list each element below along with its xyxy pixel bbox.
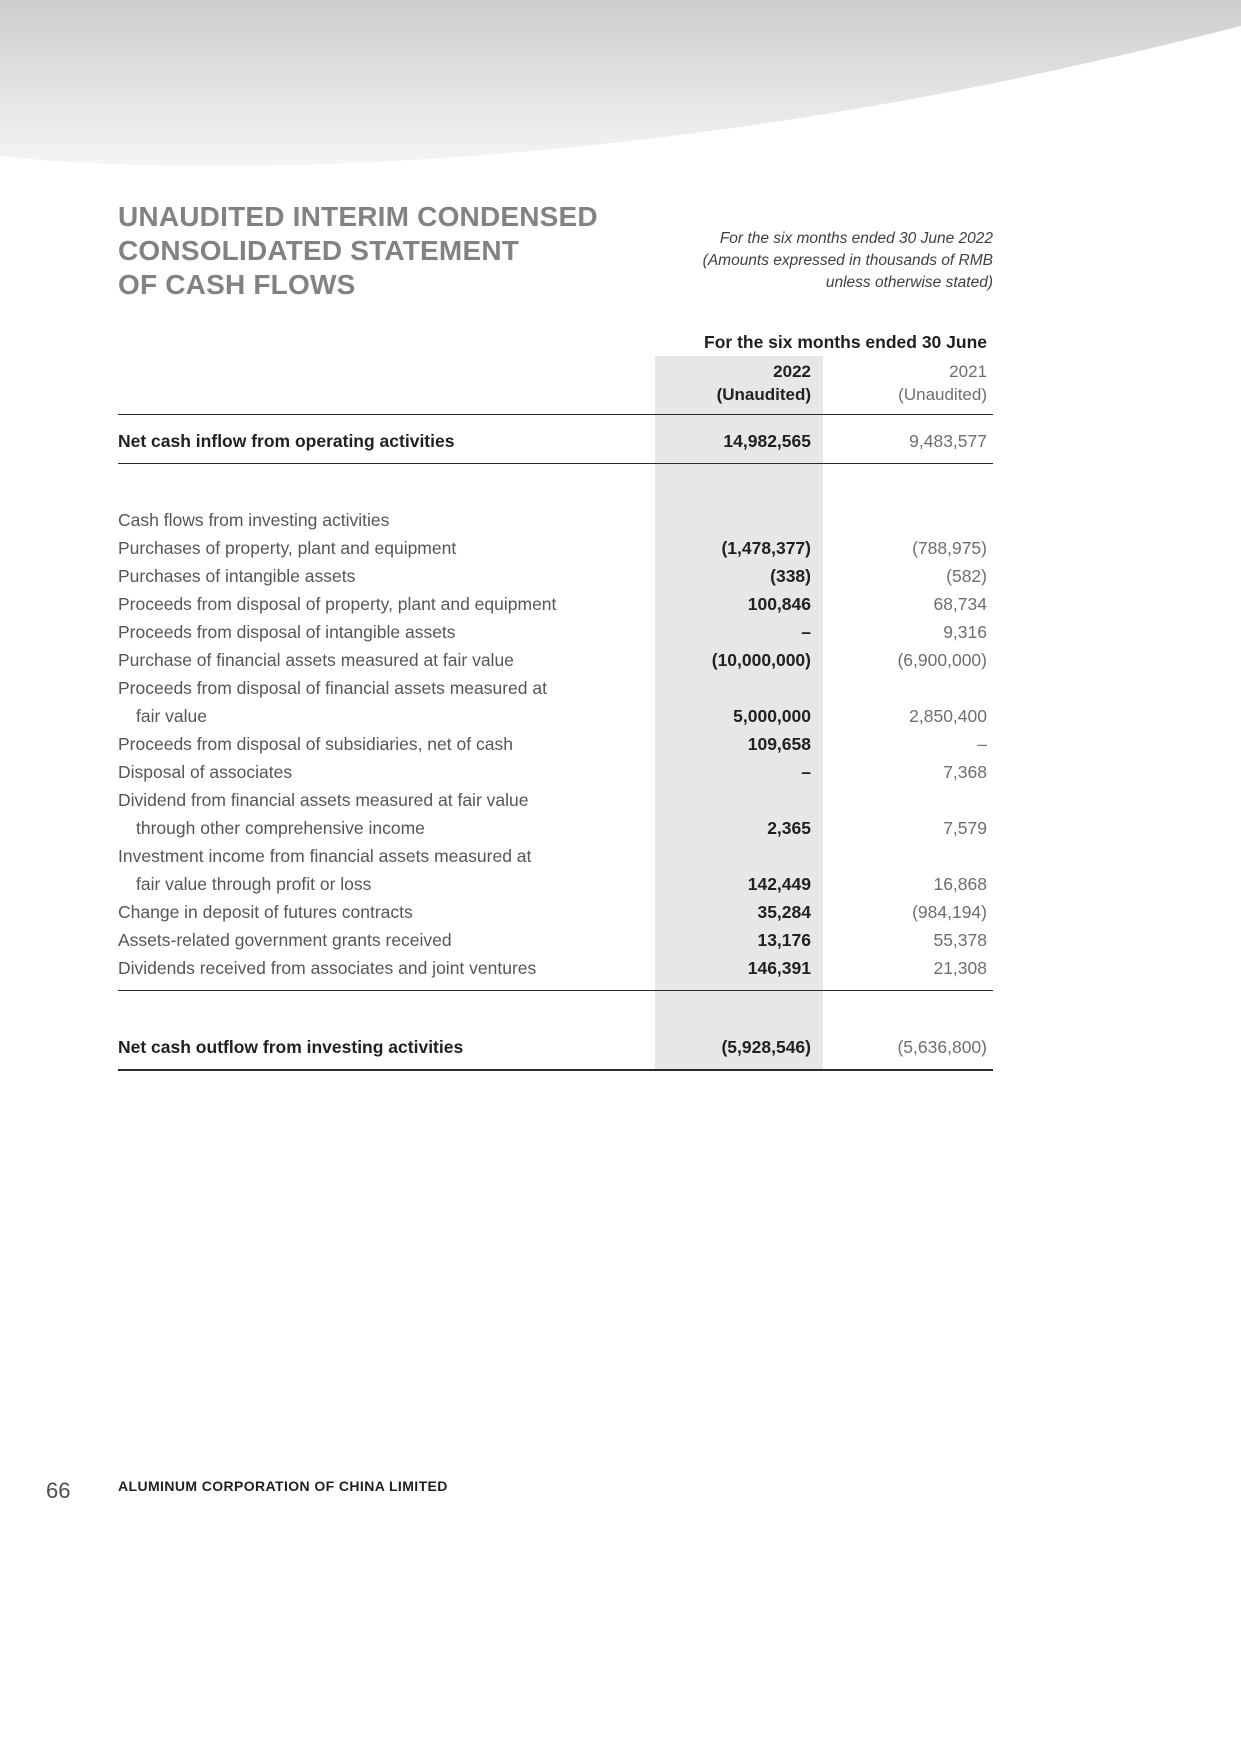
table-row — [118, 534, 993, 562]
spacer — [118, 991, 993, 1033]
column-year: 2021 — [949, 362, 987, 381]
row-label: Dividend from financial assets measured at fair value through other comprehensive income — [118, 790, 529, 838]
row-label: Proceeds from disposal of subsidiaries, net of cash — [118, 734, 513, 754]
table-row — [118, 562, 993, 590]
value-2021: 55,378 — [933, 930, 987, 950]
value-2021: 68,734 — [933, 594, 987, 614]
value-2021: (5,636,800) — [897, 1037, 987, 1057]
value-2022: 5,000,000 — [733, 706, 811, 726]
table-row — [118, 674, 993, 730]
value-2022: (338) — [770, 566, 811, 586]
value-2021: 9,316 — [943, 622, 987, 642]
company-name: ALUMINUM CORPORATION OF CHINA LIMITED — [118, 1478, 448, 1494]
row-label: Dividends received from associates and joint ventures — [118, 958, 537, 978]
document-header — [118, 200, 993, 302]
row-label: Purchases of property, plant and equipment — [118, 538, 457, 558]
table-row — [118, 1033, 993, 1069]
value-2022: 109,658 — [747, 734, 811, 754]
page-title-line: OF CASH FLOWS — [118, 269, 356, 300]
table-row — [118, 758, 993, 786]
subtitle-line: (Amounts expressed in thousands of RMB — [702, 252, 993, 269]
value-2021: 2,850,400 — [909, 706, 987, 726]
column-headers — [118, 360, 993, 406]
value-2021: (984,194) — [912, 902, 987, 922]
row-label: Investment income from financial assets measured at fair value through profit or loss — [118, 846, 532, 894]
page-number: 66 — [46, 1478, 71, 1503]
value-2022: 13,176 — [757, 930, 811, 950]
row-label: Change in deposit of futures contracts — [118, 902, 413, 922]
table-row — [118, 590, 993, 618]
table-row — [118, 926, 993, 954]
value-2022: (5,928,546) — [721, 1037, 811, 1057]
value-2022: 2,365 — [767, 818, 811, 838]
decorative-swoosh — [0, 0, 1241, 210]
subtitle-line: unless otherwise stated) — [825, 274, 993, 291]
row-label: Net cash outflow from investing activities — [118, 1037, 464, 1057]
page-title-line: UNAUDITED INTERIM CONDENSED — [118, 201, 598, 232]
value-2021: (788,975) — [912, 538, 987, 558]
row-label: Disposal of associates — [118, 762, 293, 782]
value-2022: (1,478,377) — [721, 538, 811, 558]
value-2021: 7,368 — [943, 762, 987, 782]
row-label: Proceeds from disposal of intangible assets — [118, 622, 456, 642]
value-2022: – — [801, 762, 811, 782]
value-2021: (582) — [946, 566, 987, 586]
row-label: Purchase of financial assets measured at fair value — [118, 650, 514, 670]
cash-flow-table — [118, 330, 993, 1071]
table-row — [118, 898, 993, 926]
table-row — [118, 730, 993, 758]
value-2021: 16,868 — [933, 874, 987, 894]
column-header-2022 — [655, 360, 823, 406]
table-row — [118, 786, 993, 842]
row-label: Cash flows from investing activities — [118, 510, 390, 530]
value-2022: 35,284 — [757, 902, 811, 922]
period-header: For the six months ended 30 June — [704, 332, 987, 352]
table-row — [118, 842, 993, 898]
spacer — [118, 415, 993, 427]
divider — [118, 1069, 993, 1071]
page-title-line: CONSOLIDATED STATEMENT — [118, 235, 520, 266]
table-row — [118, 954, 993, 990]
row-label: Assets-related government grants received — [118, 930, 452, 950]
column-header-2021 — [823, 360, 993, 406]
column-status: (Unaudited) — [898, 385, 987, 404]
statement-subtitle — [703, 228, 993, 294]
column-year: 2022 — [773, 362, 811, 381]
row-label: Net cash inflow from operating activities — [118, 431, 455, 451]
value-2022: 14,982,565 — [723, 431, 811, 451]
value-2021: – — [977, 734, 987, 754]
value-2022: 142,449 — [747, 874, 811, 894]
row-label: Purchases of intangible assets — [118, 566, 356, 586]
table-row — [118, 618, 993, 646]
value-2021: 7,579 — [943, 818, 987, 838]
label-column-spacer — [118, 360, 655, 406]
subtitle-line: For the six months ended 30 June 2022 — [719, 230, 993, 247]
spacer — [118, 464, 993, 506]
value-2021: 9,483,577 — [909, 431, 987, 451]
value-2022: 100,846 — [747, 594, 811, 614]
section-row — [118, 506, 993, 534]
value-2022: 146,391 — [747, 958, 811, 978]
value-2021: (6,900,000) — [897, 650, 987, 670]
row-label: Proceeds from disposal of property, plant and equipment — [118, 594, 557, 614]
value-2022: (10,000,000) — [711, 650, 811, 670]
table-body — [118, 414, 993, 1071]
row-label: Proceeds from disposal of financial assets measured at fair value — [118, 678, 547, 726]
table-row — [118, 646, 993, 674]
value-2021: 21,308 — [933, 958, 987, 978]
table-row — [118, 427, 993, 463]
value-2022: – — [801, 622, 811, 642]
column-status: (Unaudited) — [716, 385, 811, 404]
